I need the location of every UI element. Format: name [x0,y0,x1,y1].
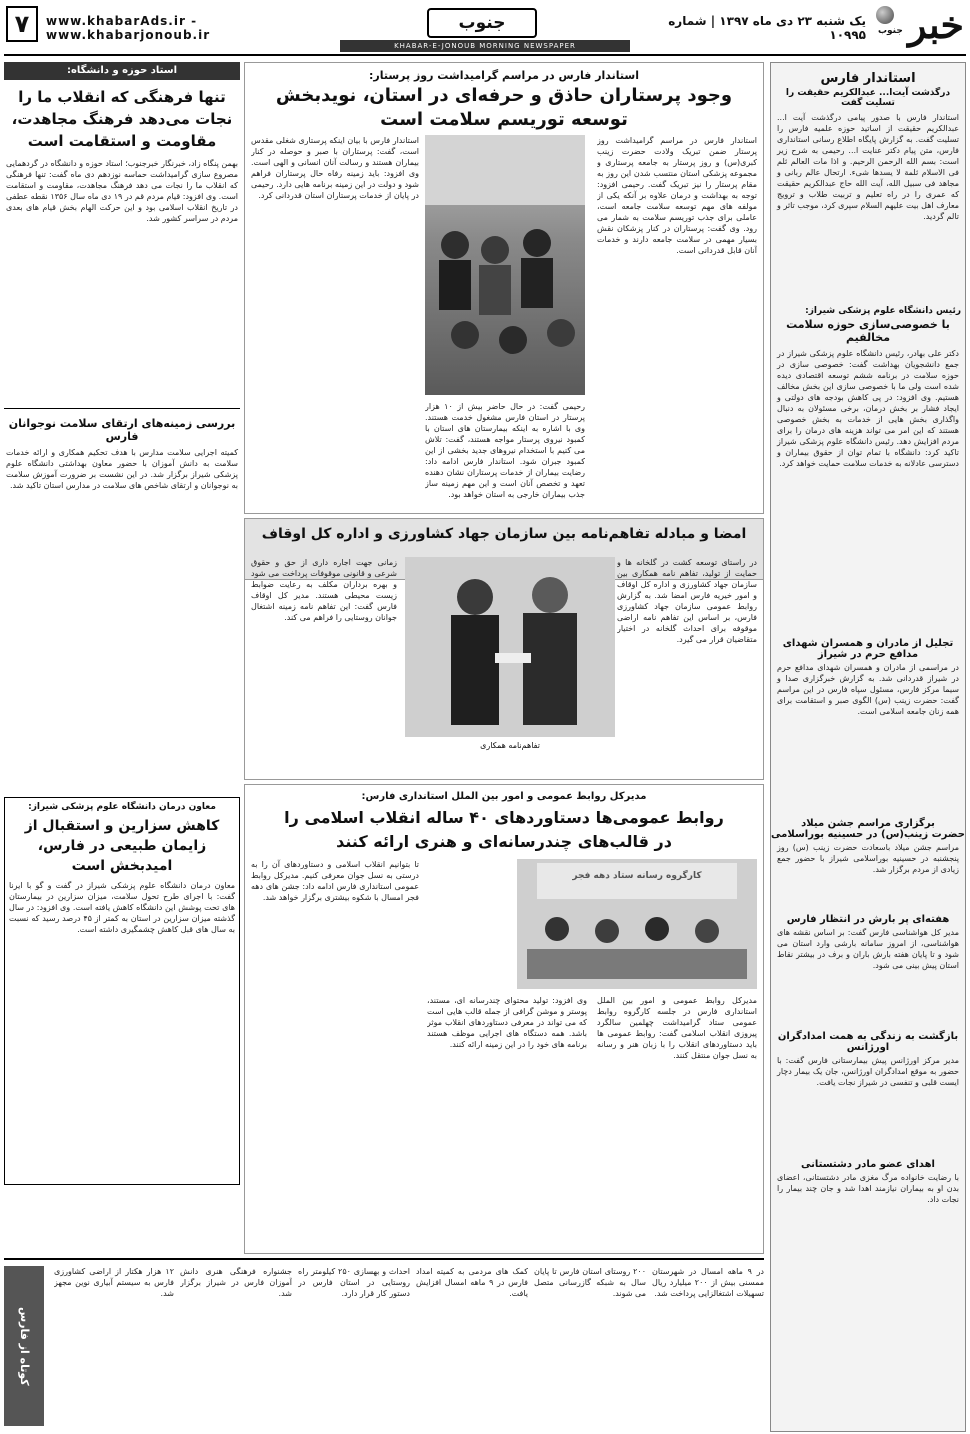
sidebar-body2: دکتر علی بهادر، رئیس دانشگاه علوم پزشکی شیراز در جمع دانشجویان بهداشت گفت: خصوصی سازی در حوزه سلامت در برنامه ششم توسعه اقتصادی دیده شده است ولی ما با خصوصی سازی این بخش مخالف هستیم. وی افزود: در پی کاهش بودجه های دولتی و ایجاد فشار بر بخش درمان، برخی مسئولان به دنبال واگذاری بخش هایی از خدمات به بخش خصوصی هستند که این امر می تواند هزینه های درمان را برای مردم افزایش دهد. رئیس دانشگاه علوم پزشکی شیراز تاکید کرد: دانشگاه با تمام توان از حقوق بیماران و دسترسی عادلانه به خدمات سلامت حمایت خواهد کرد. [777,349,959,468]
sidebar-h2b: با خصوصی‌سازی حوزه سلامت مخالفیم [786,318,950,344]
agri-body2: زمانی جهت اجاره داری از حق و حقوق شرعی و قانونی موقوفات پرداخت می شود و بهره برداران مکلف به رعایت ضوابط زیست محیطی هستند. مدیر کل اوقاف فارس گفت: این تفاهم نامه زمینه اشتغال جوانان روستایی را فراهم می کند. [251,558,397,622]
issue-line: یک شنبه ۲۳ دی ماه ۱۳۹۷ | شماره ۱۰۹۹۵ [668,14,866,42]
left-h2: بررسی زمینه‌های ارتقای سلامت نوجوانان فارس [4,408,240,447]
pr-photo [517,859,757,989]
agri-photo [405,557,615,737]
handshake-photo-icon [405,557,615,737]
agri-story [244,518,764,780]
page-number-box [6,6,38,42]
sidebar-h6: بازگشت به زندگی به همت امدادگران اورژانس [777,1031,959,1053]
logo-small: جنوب [878,26,903,36]
websites[interactable]: www.khabarAds.ir - www.khabarjonoub.ir [46,14,211,42]
pr-banner: کارگروه رسانه ستاد دهه فجر [572,871,702,881]
audience-photo-icon [425,135,585,395]
shorts-tag-text: کوتاه از فارس [18,1306,31,1386]
lead-photo [425,135,585,395]
agri-headline: امضا و مبادله تفاهم‌نامه بین سازمان جهاد کشاورزی و اداره کل اوقاف [245,519,763,580]
sidebar [770,62,966,1432]
logo-globe-icon [876,6,894,24]
sidebar-body: استاندار فارس با صدور پیامی درگذشت آیت ا... عبدالکریم حقیقت از اساتید حوزه علمیه فارس را تسلیت گفت. به گزارش پایگاه اطلاع رسانی استانداری فارس، متن پیام دکتر عنایت ا... رحیمی به شرح زیر است: بسم الله الرحمن الرحیم. و اذا مات العالم ثلم فی الاسلام ثلمة لا یسدها شیء. ارتحال عالم ربانی و مجاهد فی سبیل الله، آیت الله حاج عبدالکریم حقیقت که عمری را در راه تعلیم و تربیت طلاب و ترویج معارف اهل بیت علیهم السلام سپری کرد، موجب تاثر و تالم گردید. [777,113,959,221]
logo-text: خبر [908,2,964,47]
sidebar-subtitle: درگذشت آیت‌ا... عبدالکریم حقیقت را تسلیت گفت [785,88,951,108]
agri-caption: تفاهم‌نامه همکاری [480,741,540,750]
pr-body-c: تا بتوانیم انقلاب اسلامی و دستاوردهای آن را به درستی به نسل جوان معرفی کنیم. مدیرکل روابط عمومی استانداری فارس ادامه داد: جشن های دهه فجر امسال با شکوه بیشتری برگزار خواهد شد. [251,860,419,902]
pr-headline: روابط عمومی‌ها دستاوردهای ۴۰ ساله انقلاب اسلامی را در قالب‌های چندرسانه‌ای و هنری ارائه کنند [284,808,724,851]
left-headline3: کاهش سزارین و استقبال از زایمان طبیعی در فارس، امیدبخش است [24,818,220,874]
sidebar-title: استاندار فارس [820,71,916,86]
pr-kicker: مدیرکل روابط عمومی و امور بین الملل استانداری فارس: [361,791,647,802]
lead-body-c: استاندار فارس با بیان اینکه پرستاری شغلی مقدس است، گفت: پرستاران با صبر و حوصله در کنار بیماران هستند و رسالت آنان انسانی و الهی است. وی افزود: باید زمینه رفاه حال پرستاران فراهم شود و دولت در این زمینه برنامه هایی دارد. رحیمی در پایان از خدمات پرستاران استان قدردانی کرد. [251,136,419,200]
bottom-shorts [4,1258,764,1430]
left-body: بهمن پنگاه زاد، خبرنگار خبرجنوب؛ استاد حوزه و دانشگاه در گردهمایی مصروع سازی گرامیداشت حماسه نوزدهم دی ماه گفت: تنها فرهنگی که انقلاب ما را نجات می دهد فرهنگ مجاهدت، مقاومت و استقامت است. وی افزود: قیام مردم قم در ۱۹ دی ماه سال ۱۳۵۶ نقطه عطفی در تاریخ انقلاب اسلامی بود و این حرکت الهام بخش قیام های بعدی مردم در سراسر کشور شد. [6,159,238,223]
lead-body-b-visible: رحیمی گفت: در حال حاضر بیش از ۱۰ هزار پرستار در استان فارس مشغول خدمت هستند. وی با اشاره به اینکه بیمارستان های استان با کمبود نیروی پرستار مواجه هستند، گفت: تلاش می کنیم با استخدام نیروهای جدید بخشی از این کمبود جبران شود. استاندار فارس ادامه داد: رضایت بیماران از خدمات پرستاران نشان دهنده تعهد و تخصص آنان است و این مهم زمینه ساز جذب بیماران خارجی به استان خواهد بود. [425,402,585,499]
left-body2: کمیته اجرایی سلامت مدارس با هدف تحکیم همکاری و ارائه خدمات سلامت به دانش آموزان با حضور معاون بهداشتی دانشگاه علوم پزشکی شیراز برگزار شد. در این نشست بر ضرورت آموزش سلامت به نوجوانان و ارتقای شاخص های سلامت در مدارس استان تاکید شد. [6,448,238,490]
short-item: در ۹ ماهه امسال در شهرستان ممسنی بیش از ۲۰۰ میلیارد ریال تسهیلات اشتغالزایی پرداخت شد. [652,1267,764,1298]
sidebar-h7: اهدای عضو مادر دشتستانی [801,1159,935,1170]
paper-name: جنوب [458,13,506,33]
short-item: کمک های مردمی به کمیته امداد فارس در ۹ ماهه امسال افزایش یافت. [416,1267,528,1298]
left-kicker3: معاون درمان دانشگاه علوم پزشکی شیراز: [28,802,216,812]
sidebar-body6: مدیر مرکز اورژانس پیش بیمارستانی فارس گفت: با حضور به موقع امدادگران اورژانس، جان یک بیمار دچار ایست قلبی و تنفسی در شیراز نجات یافت. [777,1056,959,1087]
sidebar-body5: مدیر کل هواشناسی فارس گفت: بر اساس نقشه های هواشناسی، از امروز سامانه بارشی وارد استان می شود و تا پایان هفته بارش باران و برف در بیشتر نقاط استان پیش بینی می شود. [777,928,959,970]
logo [872,4,964,48]
sidebar-h4b: حضرت زینب(س) در حسینیه بوراسلامی [771,829,965,840]
english-band [340,40,630,52]
agri-body: در راستای توسعه کشت در گلخانه ها و حمایت از تولید، تفاهم نامه همکاری بین سازمان جهاد کشاورزی و اداره کل اوقاف و امور خیریه فارس امضا شد. به گزارش روابط عمومی سازمان جهاد کشاورزی فارس، بر اساس این تفاهم نامه اراضی موقوفه برای احداث گلخانه در اختیار متقاضیان قرار می گیرد. [617,558,757,644]
sidebar-h4: برگزاری مراسم جشن میلاد [801,818,935,829]
pr-body-a: مدیرکل روابط عمومی و امور بین الملل استانداری فارس در جلسه کارگروه روابط عمومی ستاد گرامیداشت چهلمین سالگرد پیروزی انقلاب اسلامی گفت: روابط عمومی ها باید دستاوردهای انقلاب را با زبان هنر و رسانه به نسل جوان منتقل کنند. [597,996,757,1060]
sidebar-body7: با رضایت خانواده مرگ مغزی مادر دشتستانی، اعضای بدن او به بیماران نیازمند اهدا شد و جان چند بیمار را نجات داد. [777,1173,959,1204]
lead-body-a: استاندار فارس در مراسم گرامیداشت روز پرستار ضمن تبریک ولادت حضرت زینب کبری(س) و روز پرستار به جامعه پرستاری و مجموعه پزشکی استان منتسب شدن این روز به مقام پرستار را نیز تبریک گفت. رحیمی افزود: توجه به بهداشت و درمان علاوه بر آنکه یکی از مولفه های مهم توسعه سلامت جامعه است، عاملی برای جذب توریسم سلامت به شمار می رود. وی گفت: پرستاران در کنار پزشکان نقش بسیار مهمی در سلامت جامعه دارند و خدمات آنان قابل قدردانی است. [597,136,757,255]
shorts-tag [4,1266,44,1426]
lead-kicker: استاندار فارس در مراسم گرامیداشت روز پرستار: [368,69,639,82]
left-column [4,62,240,1432]
paper-name-box [427,8,537,38]
lead-headline: وجود پرستاران حاذق و حرفه‌ای در استان، نویدبخش توسعه توریسم سلامت است [275,85,733,130]
sidebar-body4: مراسم جشن میلاد باسعادت حضرت زینب (س) روز پنجشنبه در حسینیه بوراسلامی شیراز با حضور جمع زیادی از مردم برگزار شد. [777,843,959,874]
short-item: جشنواره فرهنگی هنری دانش آموزان فارس در شیراز برگزار شد. [180,1267,292,1298]
left-kicker: استاد حوزه و دانشگاه: [4,62,240,80]
short-item: ۱۲ هزار هکتار از اراضی کشاورزی فارس به سیستم آبیاری نوین مجهز شد. [54,1267,174,1298]
left-headline: تنها فرهنگی که انقلاب ما را نجات می‌دهد فرهنگ مجاهدت، مقاومت و استقامت است [11,88,233,150]
page-number: ۷ [14,10,30,38]
short-item: ۲۰۰ روستای استان فارس تا پایان سال به شبکه گازرسانی متصل می شوند. [534,1267,646,1298]
sidebar-h2: رئیس دانشگاه علوم پزشکی شیراز: [805,306,961,316]
lead-story [244,62,764,514]
pr-body-b: وی افزود: تولید محتوای چندرسانه ای، مستند، پوستر و موشن گرافی از جمله قالب هایی است که می تواند در معرفی دستاوردهای انقلاب موثر باشد. همه دستگاه های اجرایی موظف هستند برنامه های خود را در این زمینه ارائه کنند. [427,996,587,1049]
sidebar-h5: هفته‌ای پر بارش در انتظار فارس [786,914,950,925]
short-item: احداث و بهسازی ۲۵۰ کیلومتر راه روستایی در استان فارس در دستور کار قرار دارد. [298,1267,410,1298]
sidebar-body3: در مراسمی از مادران و همسران شهدای مدافع حرم در شیراز قدردانی شد. به گزارش خبرگزاری صدا و سیما مرکز فارس، مسئول سپاه فارس در این مراسم گفت: حضرت زینب (س) الگوی صبر و استقامت برای همه زنان جامعه اسلامی است. [777,663,959,716]
pr-story [244,784,764,1254]
sidebar-h3: تجلیل از مادران و همسران شهدای مدافع حرم در شیراز [782,638,954,660]
left-body3: معاون درمان دانشگاه علوم پزشکی شیراز در گفت و گو با ایرنا گفت: با اجرای طرح تحول سلامت، میزان سزارین در بیمارستان های تحت پوشش این دانشگاه کاهش یافته است. وی افزود: در سال گذشته میزان سزارین در استان به کمتر از ۴۵ درصد رسید که نسبت به سال های قبل کاهش چشمگیری داشته است. [9,881,235,934]
english-name: KHABAR-E-JONOUB MORNING NEWSPAPER [394,42,576,50]
masthead [0,0,970,70]
